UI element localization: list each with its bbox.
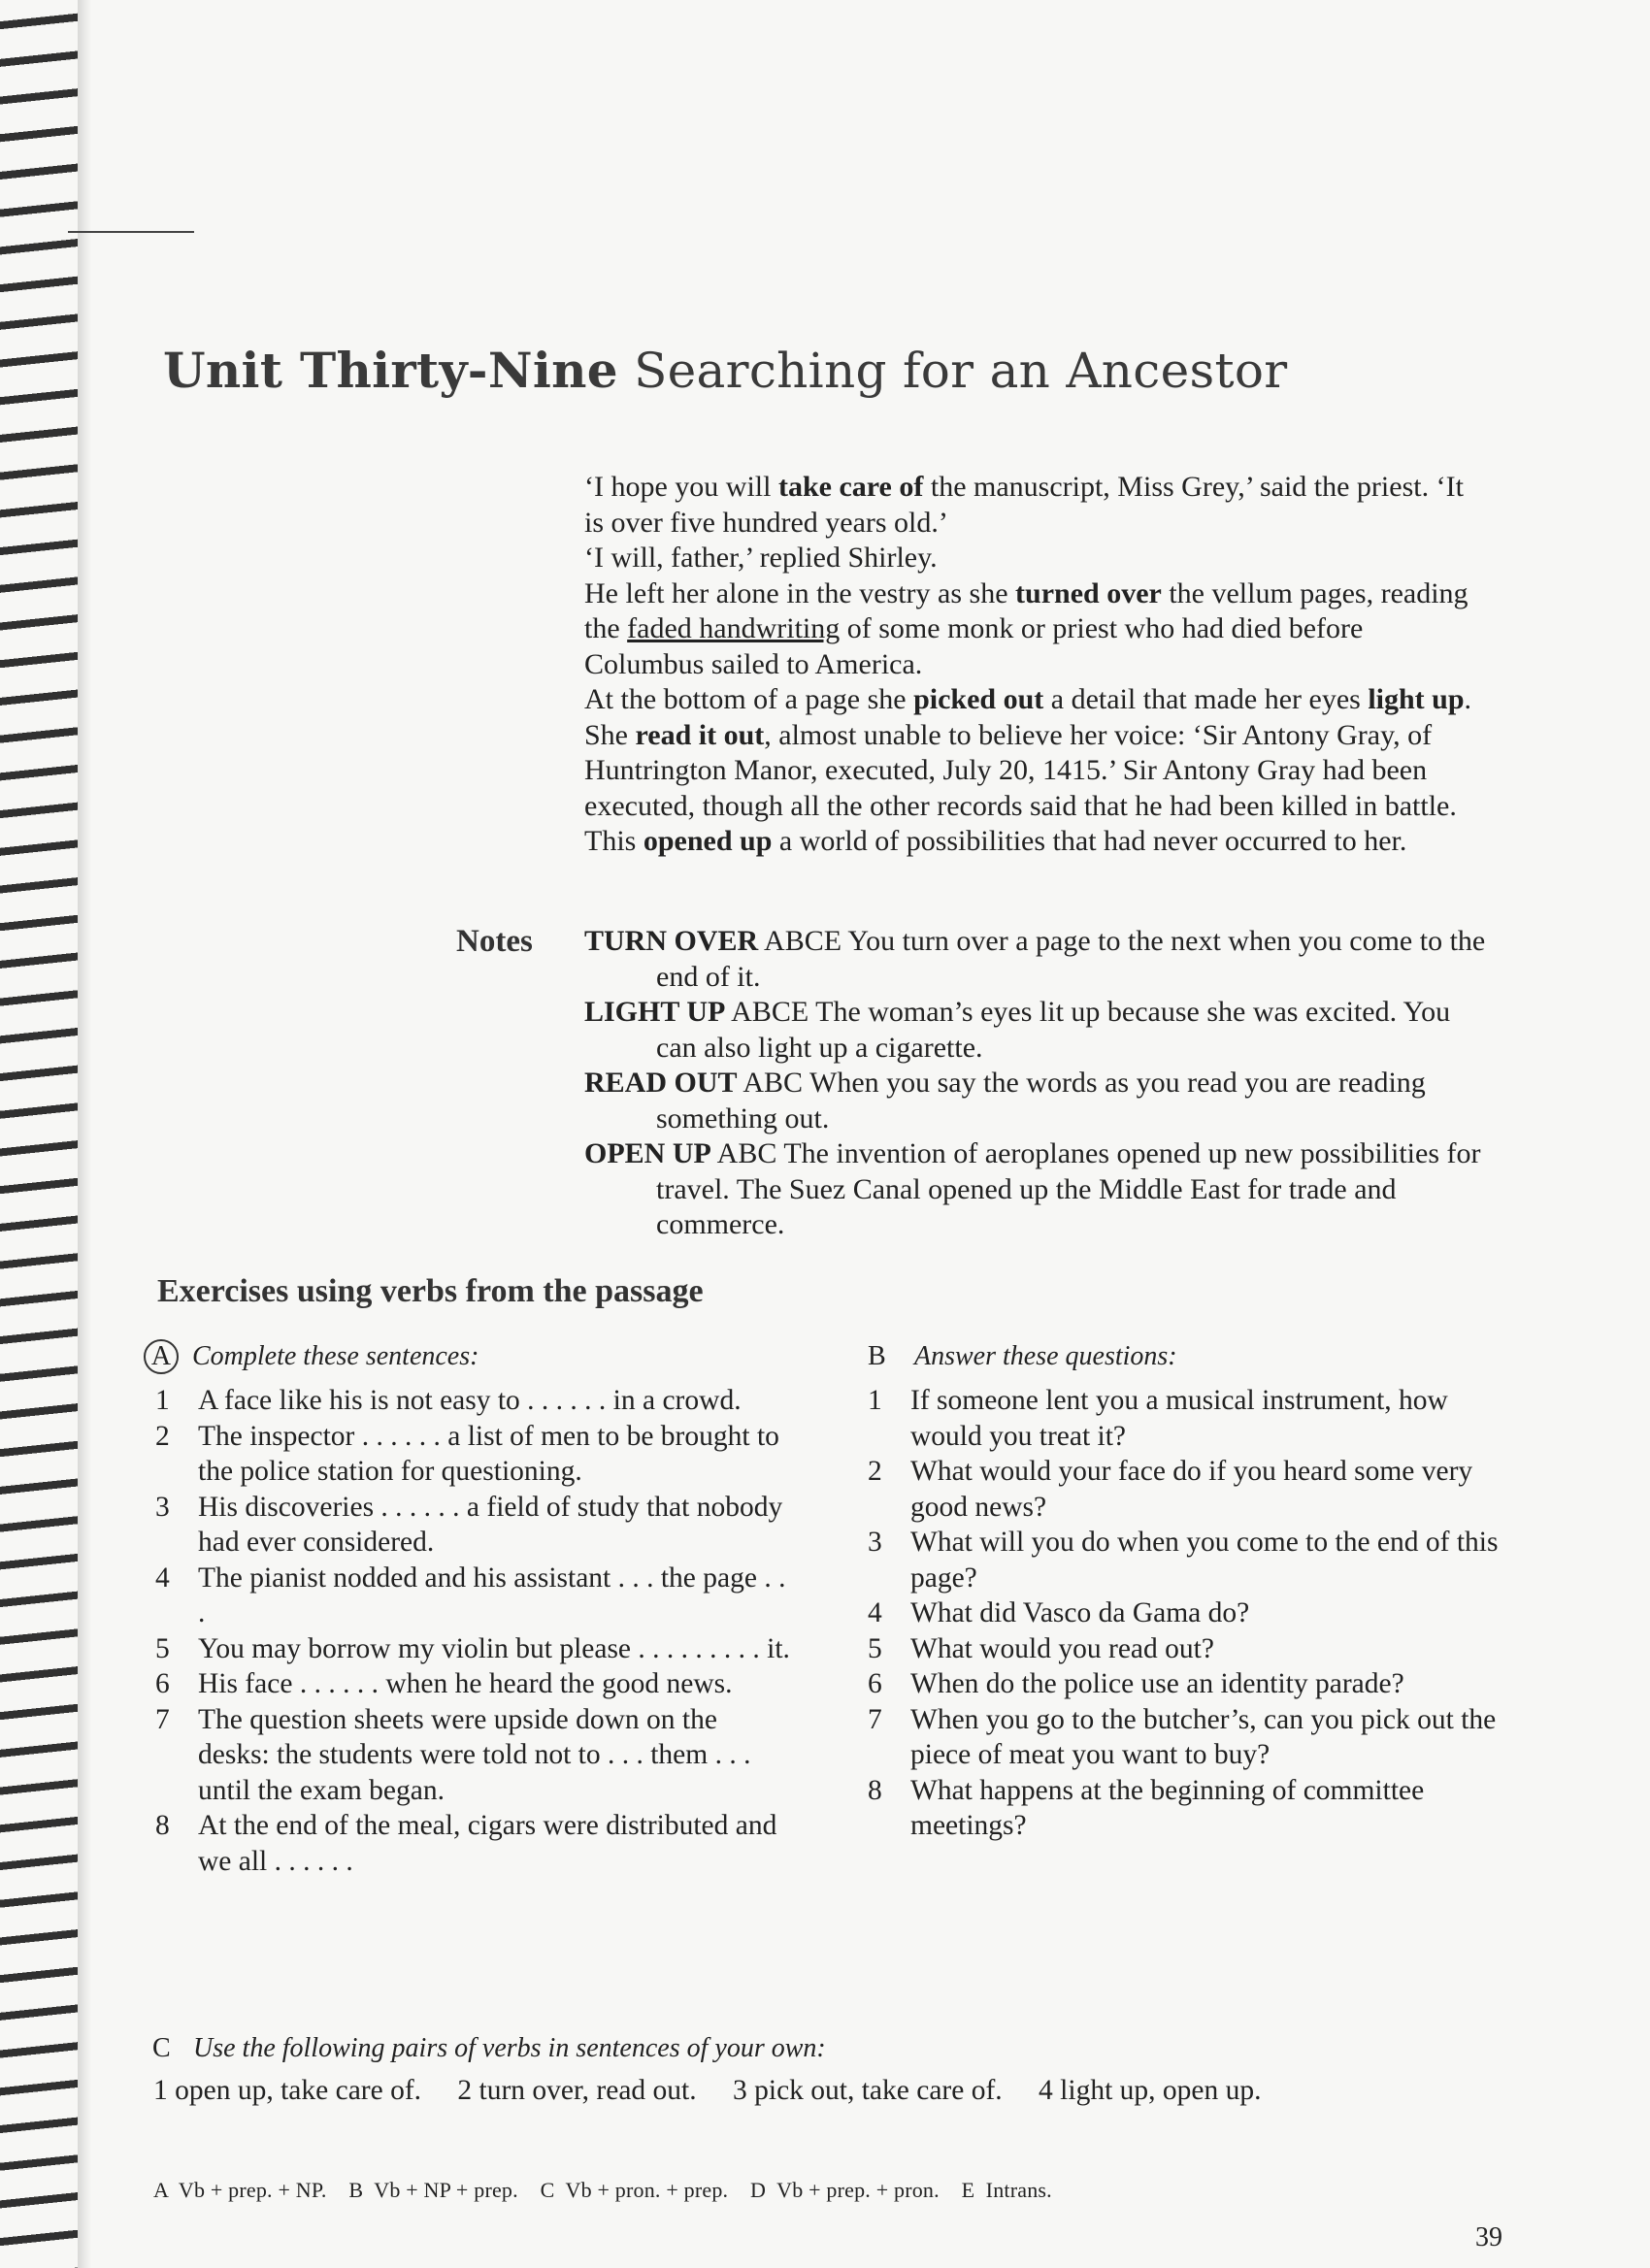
note-text: ABC When you say the words as you read you are reading something out.: [656, 1067, 1426, 1134]
passage-text: a detail that made her eyes: [1043, 683, 1369, 715]
section-b-label: [868, 1341, 1177, 1372]
note-text: ABC The invention of aeroplanes opened up new possibilities for travel. The Suez Canal opened up the Middle East for trade and commerce.: [656, 1137, 1481, 1240]
grammar-key-footnote: A Vb + prep. + NP. B Vb + NP + prep. C Vb + pron. + prep. D Vb + prep. + pron. E Intrans.: [153, 2178, 1052, 2202]
item-number: 3: [868, 1527, 882, 1558]
item-number: 4: [868, 1597, 882, 1628]
item-number: 7: [155, 1703, 170, 1735]
exercises-heading: Exercises using verbs from the passage: [157, 1273, 704, 1309]
item-text: When do the police use an identity parade?: [910, 1668, 1404, 1699]
reading-passage: [584, 470, 1487, 860]
phrasal-verb: opened up: [643, 825, 773, 857]
note-text: ABCE You turn over a page to the next when you come to the end of it.: [656, 925, 1486, 993]
underlined-text: faded handwriting: [627, 612, 841, 644]
section-c-instruction: Use the following pairs of verbs in sentences of your own:: [193, 2033, 826, 2063]
section-b-instruction: Answer these questions:: [914, 1341, 1177, 1371]
item-text: If someone lent you a musical instrument, how would you treat it?: [910, 1385, 1448, 1452]
section-c-label: [152, 2033, 826, 2064]
item-text: What would you read out?: [910, 1632, 1214, 1664]
item-number: 6: [155, 1668, 170, 1699]
list-item: [868, 1454, 1508, 1525]
passage-text: . She: [584, 683, 1472, 751]
verb-pair: 3 pick out, take care of.: [733, 2075, 1003, 2106]
item-text: His discoveries . . . . . . a field of study that nobody had ever considered.: [198, 1491, 783, 1558]
item-number: 8: [155, 1810, 170, 1841]
verb-pair: 4 light up, open up.: [1039, 2075, 1262, 2106]
section-a-instruction: Complete these sentences:: [192, 1341, 479, 1371]
page-number: 39: [1475, 2222, 1502, 2252]
note-term: READ OUT: [584, 1067, 738, 1099]
note-read-out: [584, 1066, 1497, 1136]
spiral-binding: [0, 0, 78, 2268]
item-text: What happens at the beginning of committee meetings?: [910, 1774, 1425, 1841]
list-item: [155, 1383, 796, 1419]
section-c-letter: C: [152, 2033, 171, 2063]
list-item: [155, 1561, 796, 1631]
binding-shadow: [78, 0, 91, 2268]
item-number: 3: [155, 1491, 170, 1523]
passage-paragraph-1: [584, 470, 1487, 541]
list-item: [868, 1702, 1508, 1773]
passage-text: ‘I hope you will: [584, 471, 778, 503]
section-a-list: [155, 1383, 796, 1879]
item-number: 4: [155, 1561, 170, 1594]
passage-text: He left her alone in the vestry as she: [584, 576, 1016, 609]
item-text: What will you do when you come to the end of this page?: [910, 1527, 1499, 1594]
list-item: [155, 1808, 796, 1879]
note-term: TURN OVER: [584, 925, 759, 957]
phrasal-verb: read it out: [635, 718, 765, 751]
item-number: 2: [155, 1420, 170, 1452]
list-item: [155, 1631, 796, 1667]
note-turn-over: [584, 924, 1497, 995]
item-number: 5: [155, 1632, 170, 1664]
unit-title: [163, 342, 1287, 399]
item-text: The inspector . . . . . . a list of men to be brought to the police station for questioning.: [198, 1420, 779, 1487]
item-number: 1: [155, 1385, 170, 1416]
list-item: [868, 1595, 1508, 1631]
item-text: His face . . . . . . when he heard the good news.: [198, 1668, 733, 1699]
item-text: At the end of the meal, cigars were distributed and we all . . . . . .: [198, 1810, 777, 1877]
note-open-up: [584, 1136, 1497, 1243]
list-item: [155, 1419, 796, 1490]
verb-pair: 2 turn over, read out.: [457, 2075, 697, 2106]
top-rule: [68, 231, 194, 233]
section-b-list: [868, 1383, 1508, 1844]
phrasal-verb: light up: [1368, 683, 1465, 715]
list-item: [868, 1631, 1508, 1667]
list-item: [155, 1490, 796, 1561]
list-item: [868, 1666, 1508, 1702]
item-number: 6: [868, 1668, 882, 1699]
passage-paragraph-3: [584, 576, 1487, 683]
list-item: [155, 1702, 796, 1809]
note-term: OPEN UP: [584, 1137, 711, 1169]
item-number: 5: [868, 1632, 882, 1664]
note-light-up: [584, 995, 1497, 1066]
phrasal-verb: take care of: [777, 471, 924, 503]
item-text: The question sheets were upside down on the desks: the students were told not to . . . them . . . until the exam began.: [198, 1703, 751, 1806]
item-text: What did Vasco da Gama do?: [910, 1597, 1250, 1628]
note-text: ABCE The woman’s eyes lit up because she was excited. You can also light up a cigarette.: [656, 996, 1451, 1064]
passage-text: the manuscript, Miss Grey,’ said the priest. ‘It is over five hundred years old.’: [584, 471, 1464, 539]
section-a-label: [144, 1339, 478, 1374]
verb-pair: 1 open up, take care of.: [153, 2075, 422, 2106]
passage-text: the vellum pages, reading the: [584, 576, 1468, 644]
passage-text: a world of possibilities that had never occurred to her.: [772, 825, 1407, 857]
item-text: You may borrow my violin but please . . . . . . . . . it.: [198, 1632, 790, 1664]
phrasal-verb: picked out: [913, 683, 1044, 715]
list-item: [868, 1773, 1508, 1844]
section-b-letter: B: [868, 1341, 886, 1371]
item-number: 2: [868, 1456, 882, 1487]
item-number: 7: [868, 1703, 882, 1735]
item-number: 8: [868, 1774, 882, 1806]
notes-label: Notes: [456, 924, 533, 959]
item-text: When you go to the butcher’s, can you pick out the piece of meat you want to buy?: [910, 1703, 1497, 1770]
item-number: 1: [868, 1385, 882, 1416]
item-text: What would your face do if you heard some very good news?: [910, 1456, 1473, 1523]
list-item: [868, 1525, 1508, 1595]
section-c-pairs: [153, 2073, 1493, 2109]
note-term: LIGHT UP: [584, 996, 726, 1028]
item-text: A face like his is not easy to . . . . . . in a crowd.: [198, 1385, 742, 1416]
passage-text: of some monk or priest who had died before Columbus sailed to America.: [584, 612, 1364, 680]
notes-list: [584, 924, 1497, 1243]
phrasal-verb: turned over: [1015, 576, 1162, 609]
unit-title-main: Searching for an Ancestor: [617, 343, 1288, 399]
passage-text: At the bottom of a page she: [584, 683, 914, 715]
item-text: The pianist nodded and his assistant . . . the page . . .: [198, 1561, 786, 1628]
passage-paragraph-4: [584, 682, 1487, 860]
list-item: [155, 1666, 796, 1702]
list-item: [868, 1383, 1508, 1454]
passage-paragraph-2: ‘I will, father,’ replied Shirley.: [584, 542, 938, 574]
section-a-letter: A: [144, 1339, 179, 1374]
passage-text: , almost unable to believe her voice: ‘Sir Antony Gray, of Huntrington Manor, executed, July 20, 1415.’ Sir Antony Gray had been executed, though all the other records said that he had been killed in battle. This: [584, 718, 1457, 857]
unit-title-prefix: Unit Thirty-Nine: [163, 342, 618, 399]
